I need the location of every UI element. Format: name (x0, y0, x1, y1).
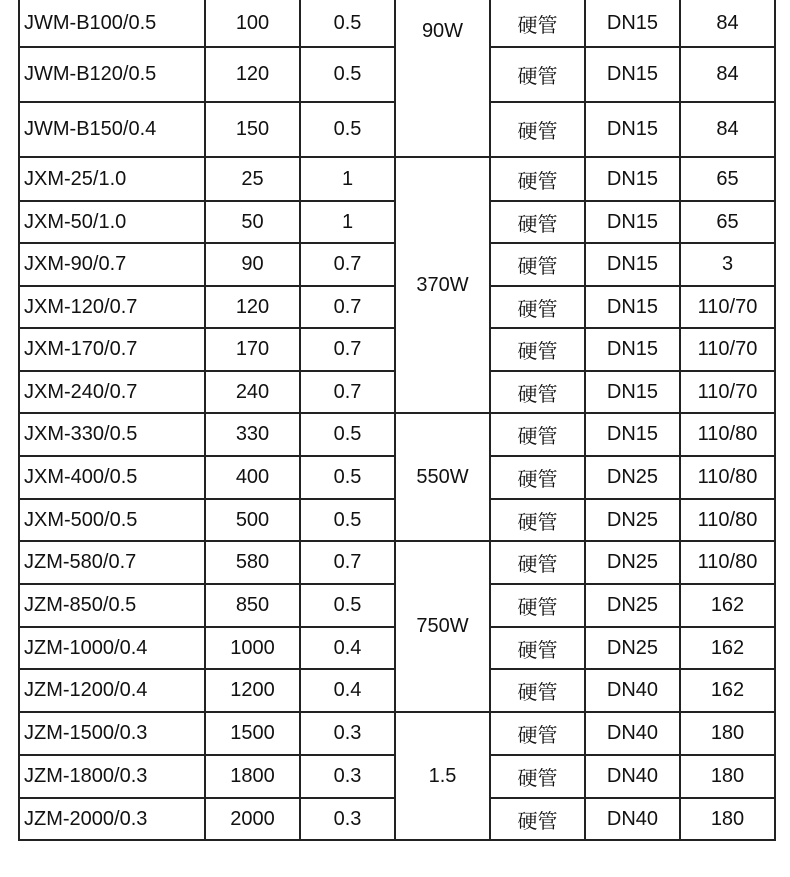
flow-cell: 400 (205, 456, 300, 499)
size-cell: 162 (680, 627, 775, 669)
pipe-cell: 硬管 (490, 456, 585, 499)
model-cell: JXM-50/1.0 (19, 201, 205, 243)
model-cell: JXM-90/0.7 (19, 243, 205, 286)
size-cell: 65 (680, 157, 775, 201)
pressure-cell: 0.7 (300, 286, 395, 328)
dn-cell: DN25 (585, 627, 680, 669)
pipe-cell: 硬管 (490, 286, 585, 328)
pressure-cell: 0.5 (300, 456, 395, 499)
pressure-cell: 1 (300, 201, 395, 243)
power-cell: 750W (395, 541, 490, 712)
size-cell: 110/70 (680, 286, 775, 328)
flow-cell: 1500 (205, 712, 300, 755)
dn-cell: DN15 (585, 371, 680, 413)
flow-cell: 100 (205, 0, 300, 47)
pressure-cell: 0.4 (300, 669, 395, 712)
dn-cell: DN40 (585, 755, 680, 798)
flow-cell: 25 (205, 157, 300, 201)
model-cell: JXM-330/0.5 (19, 413, 205, 456)
table-row (19, 541, 775, 584)
flow-cell: 120 (205, 47, 300, 102)
size-cell: 162 (680, 669, 775, 712)
size-cell: 110/70 (680, 371, 775, 413)
pressure-cell: 0.7 (300, 243, 395, 286)
model-cell: JXM-240/0.7 (19, 371, 205, 413)
pipe-cell: 硬管 (490, 0, 585, 47)
spec-table-body (19, 0, 775, 840)
model-cell: JZM-1000/0.4 (19, 627, 205, 669)
flow-cell: 850 (205, 584, 300, 627)
dn-cell: DN15 (585, 243, 680, 286)
power-cell: 550W (395, 413, 490, 541)
pressure-cell: 0.3 (300, 712, 395, 755)
flow-cell: 1800 (205, 755, 300, 798)
pipe-cell: 硬管 (490, 371, 585, 413)
pipe-cell: 硬管 (490, 755, 585, 798)
pipe-cell: 硬管 (490, 243, 585, 286)
size-cell: 84 (680, 47, 775, 102)
dn-cell: DN25 (585, 584, 680, 627)
pressure-cell: 0.5 (300, 102, 395, 157)
size-cell: 110/80 (680, 499, 775, 541)
pipe-cell: 硬管 (490, 499, 585, 541)
dn-cell: DN15 (585, 201, 680, 243)
table-row (19, 157, 775, 201)
pipe-cell: 硬管 (490, 102, 585, 157)
size-cell: 65 (680, 201, 775, 243)
pipe-cell: 硬管 (490, 413, 585, 456)
pressure-cell: 0.5 (300, 413, 395, 456)
dn-cell: DN40 (585, 669, 680, 712)
model-cell: JZM-1800/0.3 (19, 755, 205, 798)
pressure-cell: 0.7 (300, 541, 395, 584)
size-cell: 84 (680, 0, 775, 47)
size-cell: 180 (680, 712, 775, 755)
model-cell: JXM-25/1.0 (19, 157, 205, 201)
pressure-cell: 0.3 (300, 755, 395, 798)
size-cell: 180 (680, 755, 775, 798)
power-cell: 90W (395, 0, 490, 157)
dn-cell: DN40 (585, 712, 680, 755)
pipe-cell: 硬管 (490, 328, 585, 371)
dn-cell: DN15 (585, 286, 680, 328)
pressure-cell: 0.5 (300, 584, 395, 627)
flow-cell: 1000 (205, 627, 300, 669)
model-cell: JWM-B150/0.4 (19, 102, 205, 157)
dn-cell: DN15 (585, 413, 680, 456)
size-cell: 110/80 (680, 413, 775, 456)
dn-cell: DN25 (585, 456, 680, 499)
table-row (19, 413, 775, 456)
pressure-cell: 0.5 (300, 499, 395, 541)
dn-cell: DN15 (585, 47, 680, 102)
size-cell: 3 (680, 243, 775, 286)
model-cell: JZM-850/0.5 (19, 584, 205, 627)
pipe-cell: 硬管 (490, 627, 585, 669)
pipe-cell: 硬管 (490, 798, 585, 840)
model-cell: JZM-2000/0.3 (19, 798, 205, 840)
pipe-cell: 硬管 (490, 157, 585, 201)
table-row (19, 0, 775, 47)
size-cell: 110/70 (680, 328, 775, 371)
dn-cell: DN25 (585, 541, 680, 584)
flow-cell: 330 (205, 413, 300, 456)
flow-cell: 90 (205, 243, 300, 286)
pressure-cell: 0.7 (300, 328, 395, 371)
table-row (19, 712, 775, 755)
pressure-cell: 0.3 (300, 798, 395, 840)
pipe-cell: 硬管 (490, 584, 585, 627)
flow-cell: 2000 (205, 798, 300, 840)
flow-cell: 50 (205, 201, 300, 243)
size-cell: 110/80 (680, 541, 775, 584)
pressure-cell: 0.5 (300, 0, 395, 47)
pipe-cell: 硬管 (490, 669, 585, 712)
dn-cell: DN15 (585, 157, 680, 201)
model-cell: JXM-500/0.5 (19, 499, 205, 541)
size-cell: 84 (680, 102, 775, 157)
dn-cell: DN40 (585, 798, 680, 840)
flow-cell: 150 (205, 102, 300, 157)
power-cell: 370W (395, 157, 490, 413)
model-cell: JXM-400/0.5 (19, 456, 205, 499)
dn-cell: DN15 (585, 328, 680, 371)
pressure-cell: 0.5 (300, 47, 395, 102)
model-cell: JZM-580/0.7 (19, 541, 205, 584)
flow-cell: 1200 (205, 669, 300, 712)
flow-cell: 500 (205, 499, 300, 541)
model-cell: JWM-B120/0.5 (19, 47, 205, 102)
model-cell: JXM-120/0.7 (19, 286, 205, 328)
pressure-cell: 0.4 (300, 627, 395, 669)
dn-cell: DN25 (585, 499, 680, 541)
pipe-cell: 硬管 (490, 201, 585, 243)
model-cell: JWM-B100/0.5 (19, 0, 205, 47)
size-cell: 110/80 (680, 456, 775, 499)
power-cell: 1.5 (395, 712, 490, 840)
dn-cell: DN15 (585, 102, 680, 157)
flow-cell: 580 (205, 541, 300, 584)
pipe-cell: 硬管 (490, 47, 585, 102)
flow-cell: 170 (205, 328, 300, 371)
pressure-cell: 0.7 (300, 371, 395, 413)
pump-spec-table (18, 0, 776, 841)
model-cell: JZM-1500/0.3 (19, 712, 205, 755)
size-cell: 180 (680, 798, 775, 840)
flow-cell: 120 (205, 286, 300, 328)
pressure-cell: 1 (300, 157, 395, 201)
size-cell: 162 (680, 584, 775, 627)
model-cell: JXM-170/0.7 (19, 328, 205, 371)
flow-cell: 240 (205, 371, 300, 413)
pipe-cell: 硬管 (490, 541, 585, 584)
model-cell: JZM-1200/0.4 (19, 669, 205, 712)
pipe-cell: 硬管 (490, 712, 585, 755)
dn-cell: DN15 (585, 0, 680, 47)
